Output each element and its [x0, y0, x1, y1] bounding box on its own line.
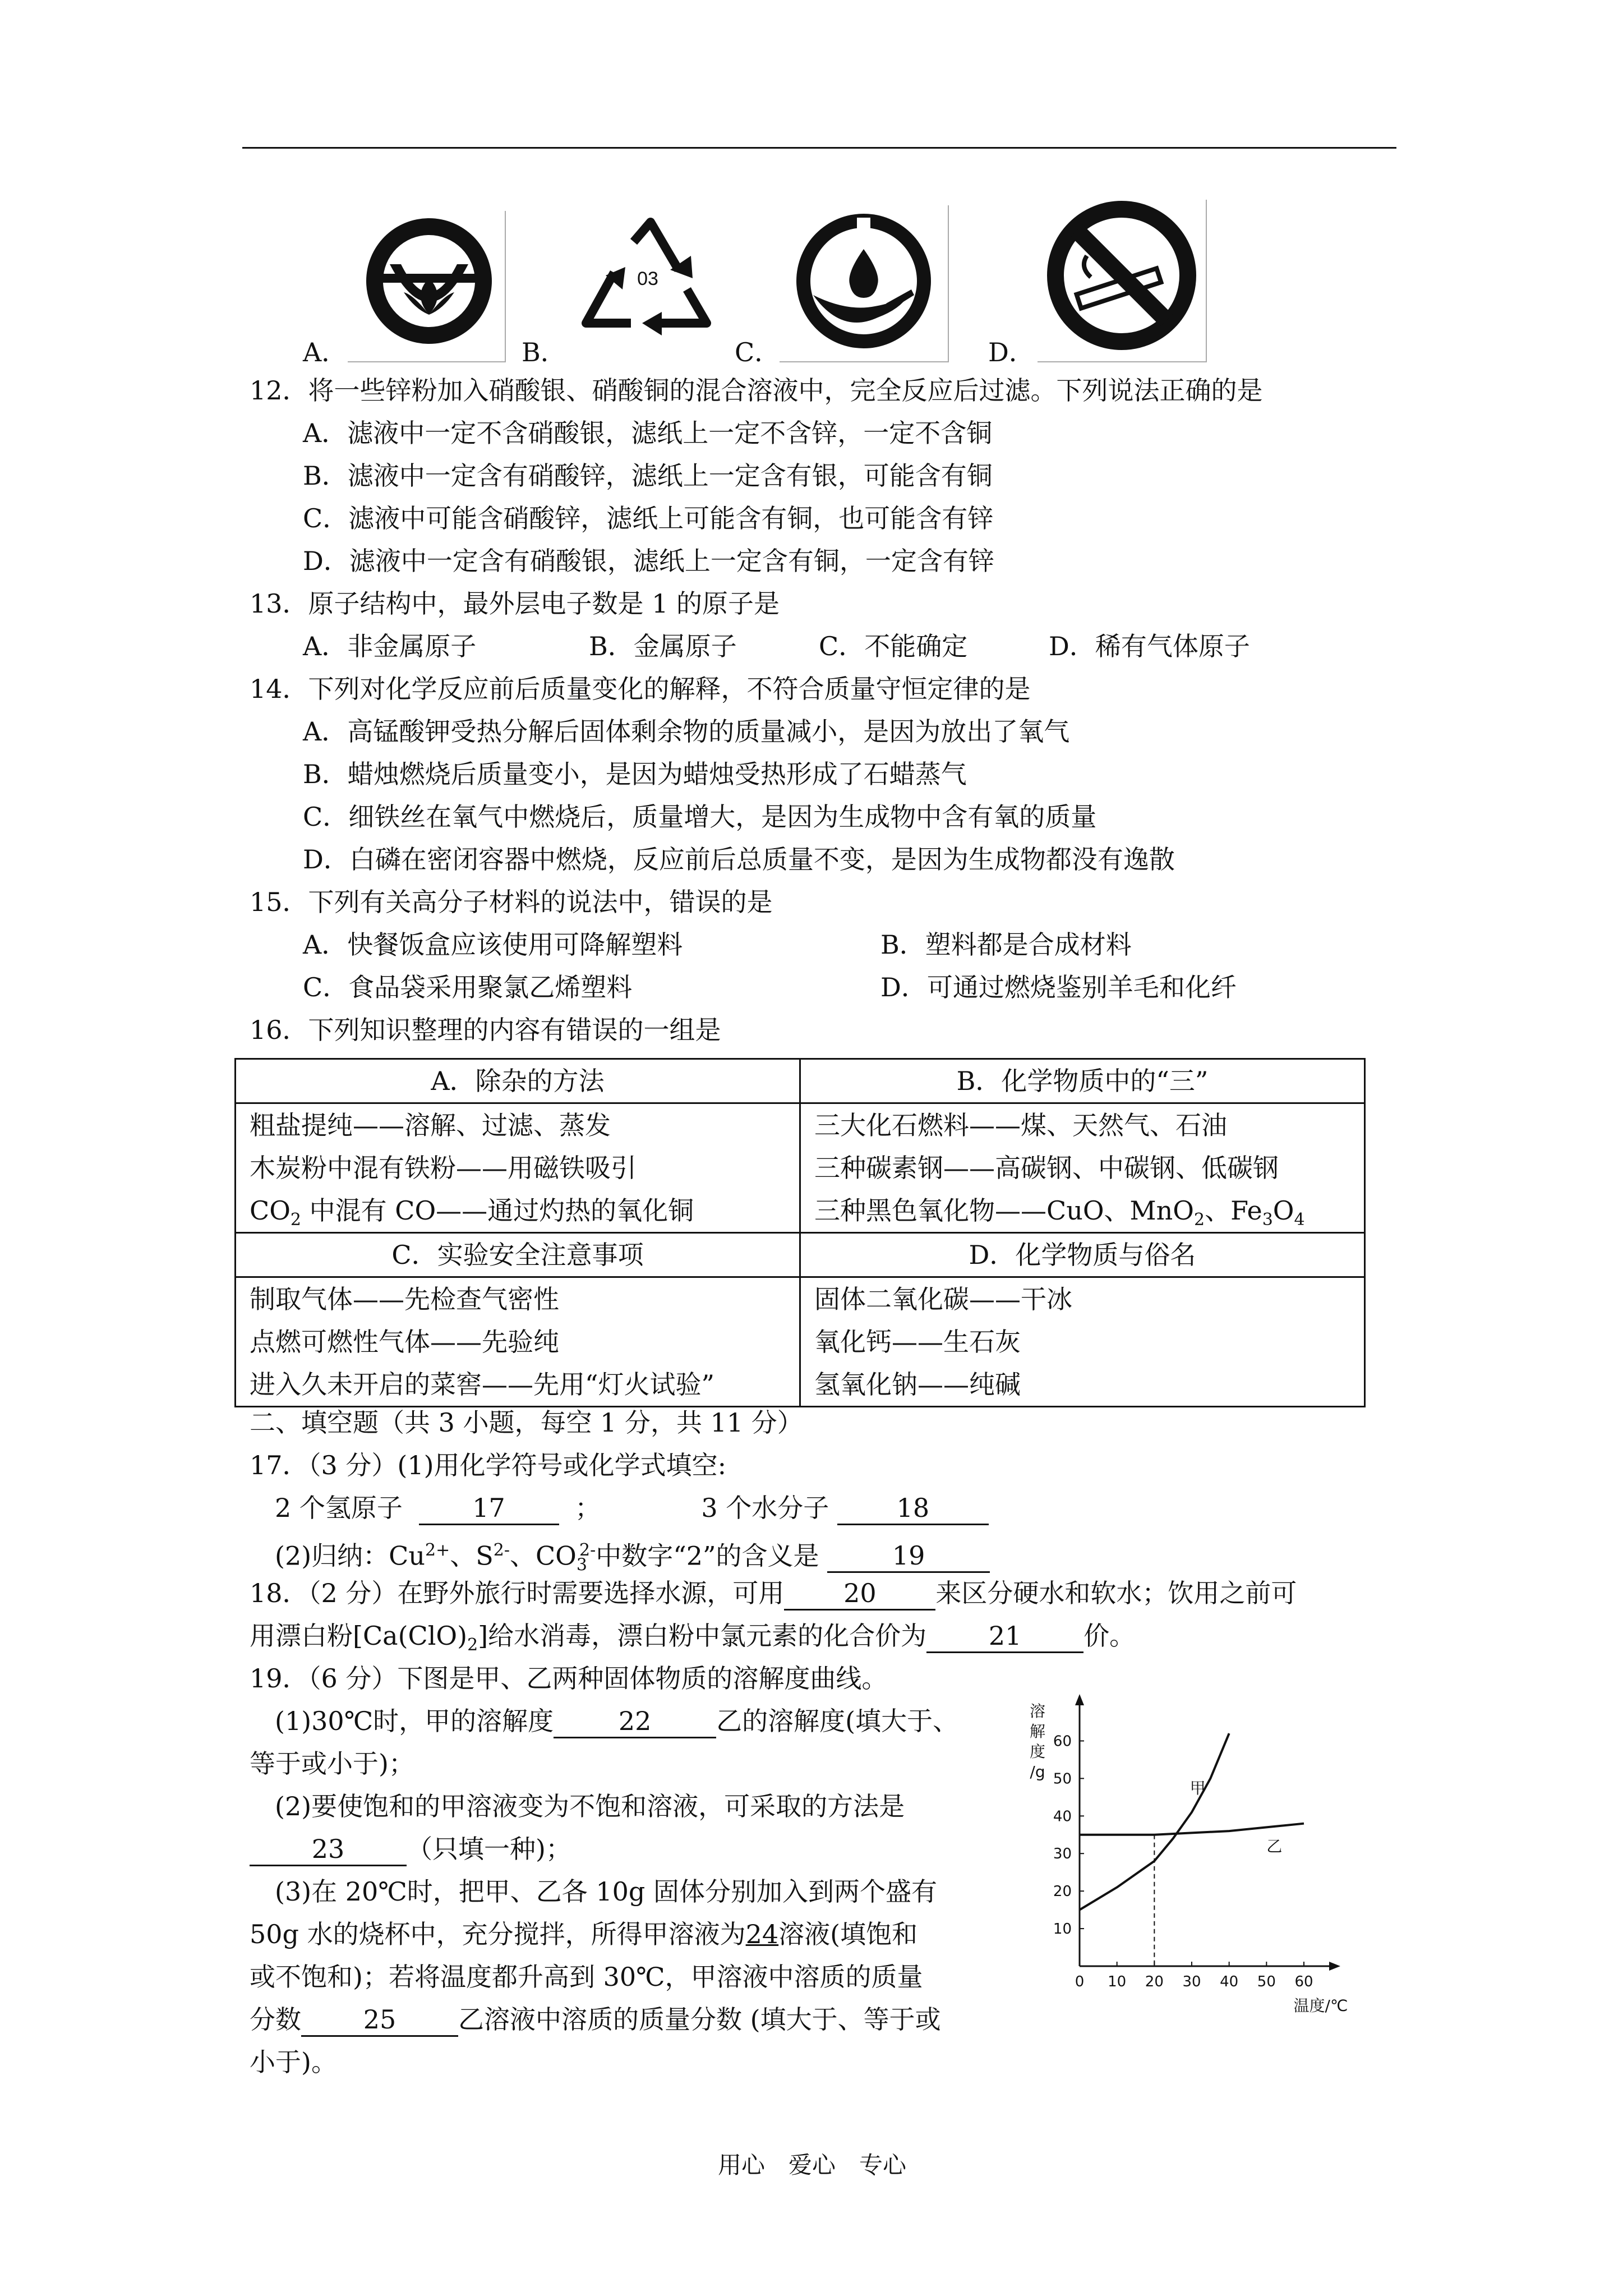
blank-17[interactable]: 17: [419, 1492, 559, 1525]
knowledge-table: [234, 1058, 1366, 1407]
table-cell-a: [236, 1103, 800, 1233]
x-axis-label: 温度/℃: [1293, 1996, 1348, 2015]
q17-line-1: 2 个氢原子 17 ； 3 个水分子 18: [275, 1491, 989, 1525]
y-tick-label: 10: [1053, 1921, 1072, 1938]
x-tick-label: 30: [1182, 1973, 1201, 1990]
q19-p3-cont-1: 50g 水的烧杯中，充分搅拌，所得甲溶液为24溶液(填饱和: [250, 1919, 918, 1949]
y-tick-label: 50: [1053, 1770, 1072, 1788]
x-tick-label: 10: [1108, 1973, 1127, 1990]
recycle-code: 03: [637, 268, 658, 289]
y-tick-label: 40: [1053, 1808, 1072, 1825]
section-2-heading: 二、填空题（共 3 小题，每空 1 分，共 11 分）: [250, 1407, 803, 1438]
blank-18[interactable]: 18: [837, 1492, 989, 1525]
table-head-b: B．化学物质中的“三”: [800, 1059, 1365, 1103]
b-line-3: 三种黑色氧化物——CuO、MnO$_2$、$Fe_3O_4$: [814, 1195, 1305, 1230]
x-tick-label: 50: [1257, 1973, 1276, 1990]
q15-option-d: D．可通过燃烧鉴别羊毛和化纤: [880, 972, 1237, 1002]
a-line-1: 粗盐提纯——溶解、过滤、蒸发: [250, 1110, 611, 1140]
y-tick-label: 30: [1053, 1846, 1072, 1863]
q13-option-d: D．稀有气体原子: [1049, 631, 1250, 661]
q15-option-a: A．快餐饭盒应该使用可降解塑料: [303, 930, 683, 960]
q14-stem: 14．下列对化学反应前后质量变化的解释，不符合质量守恒定律的是: [250, 674, 1031, 704]
q12-option-c: C．滤液中可能含硝酸锌，滤纸上可能含有铜，也可能含有锌: [303, 503, 994, 533]
b-line-1: 三大化石燃料——煤、天然气、石油: [814, 1110, 1227, 1140]
q13-option-b: B．金属原子: [589, 631, 737, 661]
b-line-2: 三种碳素钢——高碳钢、中碳钢、低碳钢: [814, 1153, 1279, 1183]
y-axis-label: 溶: [1029, 1702, 1046, 1720]
q16-stem: 16．下列知识整理的内容有错误的一组是: [250, 1015, 721, 1045]
recycle-icon: [566, 211, 729, 361]
q19-p2-cont: 23 （只填一种)；: [250, 1832, 571, 1866]
x-tick-label: 20: [1145, 1973, 1164, 1990]
y-axis-label: /g: [1030, 1763, 1045, 1781]
d-line-1: 固体二氧化碳——干冰: [814, 1284, 1072, 1314]
header-rule: [242, 147, 1396, 149]
d-line-3: 氢氧化钠——纯碱: [814, 1369, 1021, 1400]
d-line-2: 氧化钙——生石灰: [814, 1327, 1021, 1357]
x-axis-arrow: [1329, 1962, 1340, 1971]
q15-option-c: C．食品袋采用聚氯乙烯塑料: [303, 972, 633, 1002]
q19-p1-cont: 等于或小于)；: [250, 1749, 414, 1779]
x-tick-label: 40: [1220, 1973, 1239, 1990]
y-axis-arrow: [1075, 1694, 1084, 1705]
q15-option-b: B．塑料都是合成材料: [880, 930, 1132, 960]
table-head-a: A．除杂的方法: [236, 1059, 800, 1103]
y-axis-label: 度: [1029, 1742, 1046, 1761]
q17-stem: 17．（3 分）(1)用化学符号或化学式填空:: [250, 1450, 727, 1480]
q13-option-a: A．非金属原子: [303, 631, 477, 661]
y-tick-label: 20: [1053, 1883, 1072, 1901]
table-cell-c: [236, 1277, 800, 1407]
y-axis-label: 解: [1029, 1722, 1046, 1741]
series-label-yi: 乙: [1266, 1837, 1283, 1856]
q18-line-2: 用漂白粉$[Ca(ClO)_2]$给水消毒，漂白粉中氯元素的化合价为 21 价。: [250, 1621, 1136, 1655]
y-tick-label: 60: [1053, 1733, 1072, 1750]
solubility-chart: [1021, 1677, 1380, 2025]
q12-stem: 12．将一些锌粉加入硝酸银、硝酸铜的混合溶液中，完全反应后过滤。下列说法正确的是: [250, 375, 1263, 406]
q12-option-a: A．滤液中一定不含硝酸银，滤纸上一定不含锌，一定不含铜: [303, 418, 993, 448]
a-line-3: $CO_2$ 中混有 CO——通过灼热的氧化铜: [250, 1195, 694, 1230]
green-food-icon: [348, 211, 506, 362]
table-head-d: D．化学物质与俗名: [800, 1233, 1365, 1277]
c-line-3: 进入久未开启的菜窖——先用“灯火试验”: [250, 1369, 715, 1400]
blank-22[interactable]: 22: [554, 1705, 716, 1738]
blank-23[interactable]: 23: [250, 1833, 407, 1866]
q14-option-b: B．蜡烛燃烧后质量变小，是因为蜡烛受热形成了石蜡蒸气: [303, 759, 967, 789]
q19-p3-cont-4: 小于)。: [250, 2047, 337, 2077]
q17-line-2: (2)归纳：$Cu^{2+}$、$S^{2-}$、$CO_3^{2-}$中数字“2”的含义是 19: [275, 1534, 990, 1582]
water-saving-icon: [780, 205, 949, 362]
q18-line-1: 18．（2 分）在野外旅行时需要选择水源，可用 20 来区分硬水和软水；饮用之前可: [250, 1576, 1297, 1611]
logo-option-b-label: B．: [522, 337, 566, 367]
page-footer: 用心 爱心 专心: [718, 2151, 907, 2179]
x-tick-label: 0: [1075, 1973, 1085, 1990]
no-smoking-icon: [1038, 200, 1207, 362]
q14-option-a: A．高锰酸钾受热分解后固体剩余物的质量减小，是因为放出了氧气: [303, 716, 1070, 747]
blank-25[interactable]: 25: [301, 2004, 458, 2037]
q19-p1: (1)30℃时，甲的溶解度 22 乙的溶解度(填大于、: [275, 1704, 958, 1738]
a-line-2: 木炭粉中混有铁粉——用磁铁吸引: [250, 1153, 637, 1183]
q13-stem: 13．原子结构中，最外层电子数是 1 的原子是: [250, 588, 780, 619]
c-line-1: 制取气体——先检查气密性: [250, 1284, 559, 1314]
table-cell-d: [800, 1277, 1365, 1407]
blank-24[interactable]: 24: [745, 1919, 779, 1949]
c-line-2: 点燃可燃性气体——先验纯: [250, 1327, 559, 1357]
series-line-2: [1080, 1824, 1304, 1835]
blank-20[interactable]: 20: [784, 1577, 935, 1611]
q12-option-d: D．滤液中一定含有硝酸银，滤纸上一定含有铜，一定含有锌: [303, 546, 994, 576]
table-cell-b: [800, 1103, 1365, 1233]
q15-stem: 15．下列有关高分子材料的说法中，错误的是: [250, 887, 773, 917]
q19-p3: (3)在 20℃时，把甲、乙各 10g 固体分别加入到两个盛有: [275, 1876, 937, 1907]
logo-option-d-label: D．: [988, 337, 1035, 367]
blank-21[interactable]: 21: [926, 1620, 1083, 1653]
logo-option-a-label: A．: [303, 337, 348, 367]
blank-19[interactable]: 19: [827, 1540, 990, 1573]
q19-p3-cont-2: 或不饱和)；若将温度都升高到 30℃，甲溶液中溶质的质量: [250, 1962, 923, 1992]
q12-option-b: B．滤液中一定含有硝酸锌，滤纸上一定含有银，可能含有铜: [303, 461, 993, 491]
logo-option-c-label: C．: [735, 337, 781, 367]
q14-option-d: D．白磷在密闭容器中燃烧，反应前后总质量不变，是因为生成物都没有逸散: [303, 844, 1175, 875]
table-head-c: C．实验安全注意事项: [236, 1233, 800, 1277]
q13-option-c: C．不能确定: [819, 631, 968, 661]
q19-stem: 19．（6 分）下图是甲、乙两种固体物质的溶解度曲线。: [250, 1663, 888, 1694]
x-tick-label: 60: [1294, 1973, 1313, 1990]
q19-p2: (2)要使饱和的甲溶液变为不饱和溶液，可采取的方法是: [275, 1791, 905, 1821]
series-label-jia: 甲: [1189, 1779, 1206, 1798]
q14-option-c: C．细铁丝在氧气中燃烧后，质量增大，是因为生成物中含有氧的质量: [303, 802, 1097, 832]
q19-p3-cont-3: 分数 25 乙溶液中溶质的质量分数 (填大于、等于或: [250, 2003, 941, 2037]
